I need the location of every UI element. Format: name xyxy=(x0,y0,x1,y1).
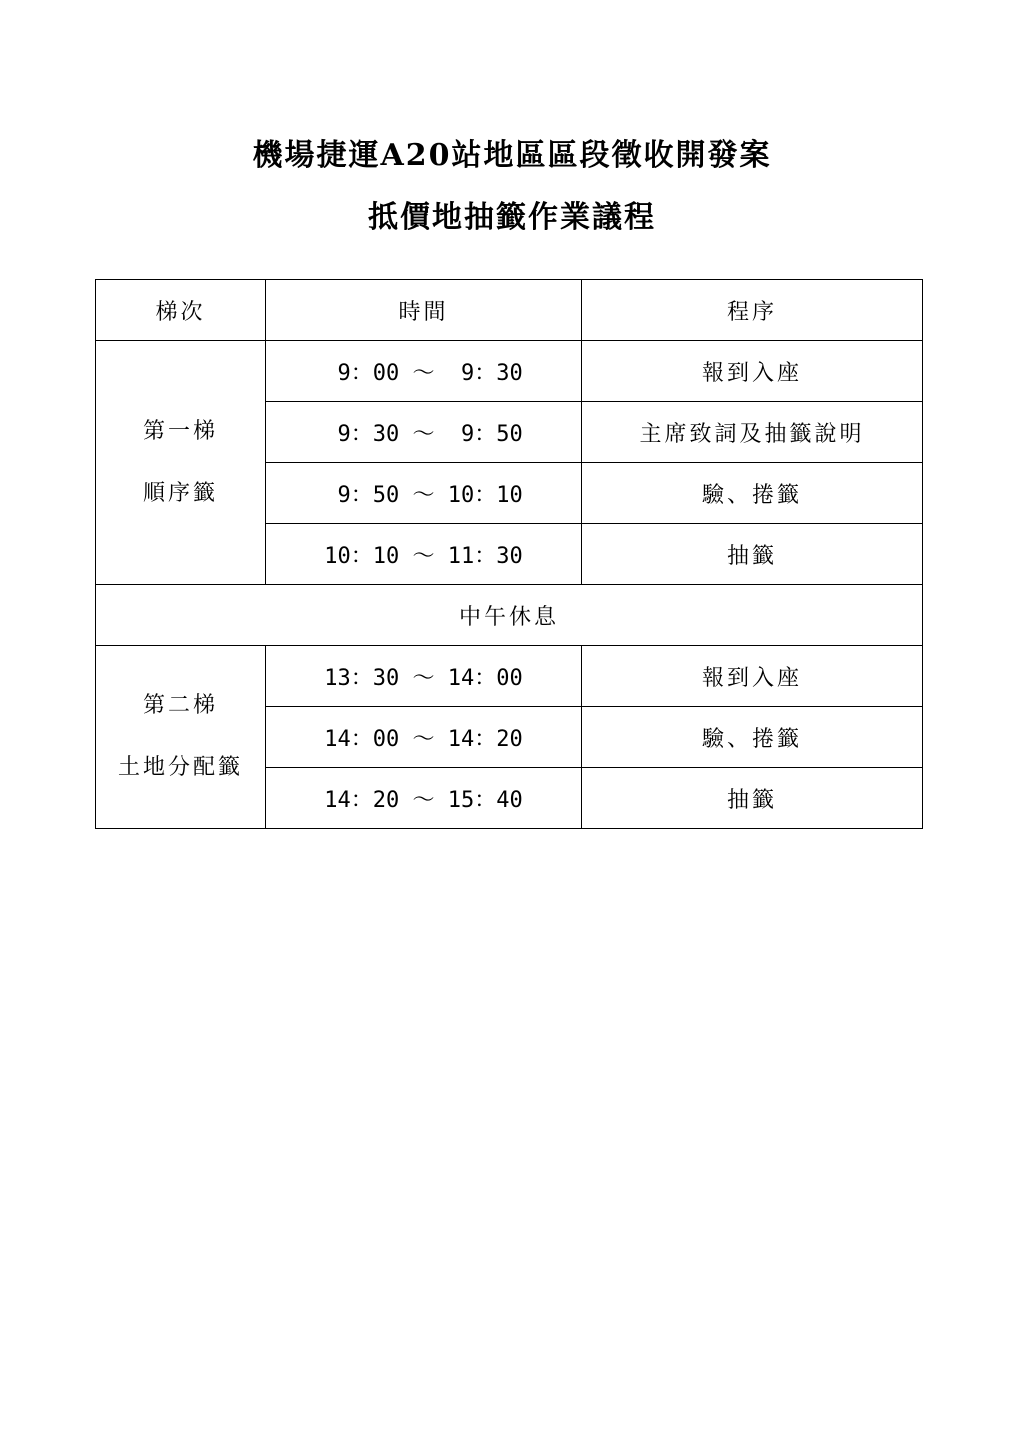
table-row xyxy=(96,341,923,402)
group2-label-line1: 第二梯 xyxy=(142,693,218,718)
time-cell: 9：50 ～ 10：10 xyxy=(266,463,582,524)
time-cell: 14：20 ～ 15：40 xyxy=(266,768,582,829)
procedure-cell: 抽籤 xyxy=(582,768,923,829)
group1-label-line1: 第一梯 xyxy=(142,418,218,444)
table-header-row xyxy=(96,280,923,341)
header-procedure: 程序 xyxy=(582,280,923,341)
document-subtitle: 抵價地抽籤作業議程 xyxy=(368,200,656,235)
group1-label-cell xyxy=(96,341,266,585)
time-cell: 9：30 ～ 9：50 xyxy=(266,402,582,463)
group2-label-cell xyxy=(96,646,266,829)
procedure-cell: 報到入座 xyxy=(582,646,923,707)
time-cell: 10：10 ～ 11：30 xyxy=(266,524,582,585)
group1-label-line2: 順序籤 xyxy=(142,480,218,506)
header-batch: 梯次 xyxy=(96,280,266,341)
procedure-cell: 驗、捲籤 xyxy=(582,463,923,524)
document-title: 機場捷運A20站地區區段徵收開發案 xyxy=(252,138,772,173)
break-cell: 中午休息 xyxy=(96,585,923,646)
procedure-cell: 報到入座 xyxy=(582,341,923,402)
agenda-table xyxy=(95,279,923,829)
table-row xyxy=(96,646,923,707)
header-time: 時間 xyxy=(266,280,582,341)
time-cell: 14：00 ～ 14：20 xyxy=(266,707,582,768)
procedure-cell: 驗、捲籤 xyxy=(582,707,923,768)
break-row xyxy=(96,585,923,646)
procedure-cell: 主席致詞及抽籤說明 xyxy=(582,402,923,463)
group2-label-line2: 土地分配籤 xyxy=(117,755,243,780)
time-cell: 13：30 ～ 14：00 xyxy=(266,646,582,707)
time-cell: 9：00 ～ 9：30 xyxy=(266,341,582,402)
procedure-cell: 抽籤 xyxy=(582,524,923,585)
